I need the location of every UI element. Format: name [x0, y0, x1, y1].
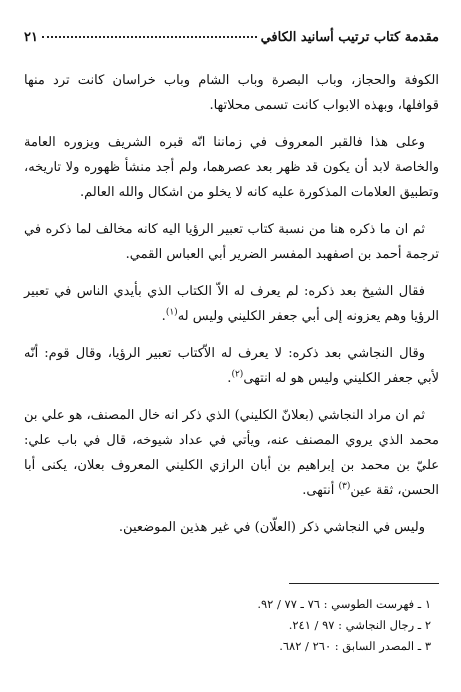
paragraph-text: أنتهى. — [302, 483, 339, 498]
footnote: ٢ ـ رجال النجاشي : ٩٧ / ٢٤١. — [288, 618, 431, 632]
paragraph — [24, 515, 439, 540]
footnote-divider — [289, 583, 439, 584]
paragraph-text: ثم ان مراد النجاشي (بعلانّ الكليني) الذي ذكر انه خال المصنف، هو علي بن محمد الذي يروي المصنف عنه، ويأتي في عداد شيوخه، قال في باب علي: عليّ بن محمد بن إبراهيم بن أبان الرازي الكليني المعروف بعلان، يكنى أبا الحسن، ثقة عين — [24, 408, 439, 498]
paragraph — [24, 217, 439, 267]
footnote-ref: (٣) — [338, 481, 351, 492]
footnote-ref: (١) — [165, 307, 178, 318]
footnote-ref: (٢) — [231, 369, 244, 380]
paragraph — [24, 68, 439, 118]
paragraph — [24, 130, 439, 205]
footnote: ٣ ـ المصدر السابق : ٢٦٠ / ٦٨٢. — [279, 639, 431, 653]
paragraph — [24, 341, 439, 391]
header-dot-leader — [42, 36, 257, 38]
footnotes — [24, 594, 431, 657]
paragraph-text: فقال الشيخ بعد ذكره: لم يعرف له الاّ الكتاب الذي بأيدي الناس في تعبير الرؤيا وهم يعزونه إلى أبي جعفر الكليني وليس له — [24, 284, 439, 324]
paragraph — [24, 403, 439, 503]
page-number: ٢١ — [24, 30, 38, 45]
header-title: مقدمة كتاب ترتيب أسانيد الكافي — [260, 30, 439, 45]
footnote: ١ ـ فهرست الطوسي : ٧٦ ـ ٧٧ / ٩٢. — [257, 597, 431, 611]
paragraph-text: وليس في النجاشي ذكر (العلّان) في غير هذين الموضعين. — [118, 520, 425, 535]
paragraph — [24, 279, 439, 329]
paragraph-text: . — [227, 371, 232, 386]
body-text — [24, 68, 439, 552]
paragraph-text: الكوفة والحجاز، وباب البصرة وباب الشام وباب خراسان كانت ترد منها قوافلها، وبهذه الابواب كانت تسمى محلاتها. — [24, 73, 439, 113]
paragraph-text: . — [161, 309, 166, 324]
paragraph-text: ثم ان ما ذكره هنا من نسبة كتاب تعبير الرؤيا اليه كانه مخالف لما ذكره في ترجمة أحمد بن اصفهبد المفسر الضرير أبي العباس القمي. — [24, 222, 439, 262]
paragraph-text: وعلى هذا فالقبر المعروف في زماننا انّه قبره الشريف ويزوره العامة والخاصة لابد أن يكون قد ظهر بعد عصرهما، ولم أجد منشأ ظهوره ولا تاريخه، وتطبيق العلامات المذكورة عليه كانه لا يخلو من اشكال والله العالم. — [24, 135, 439, 200]
running-header — [24, 30, 439, 45]
paragraph-text: وقال النجاشي بعد ذكره: لا يعرف له الاّكتاب تعبير الرؤيا، وقال قوم: أنّه لأبي جعفر الكليني وليس هو له انتهى — [24, 346, 439, 386]
